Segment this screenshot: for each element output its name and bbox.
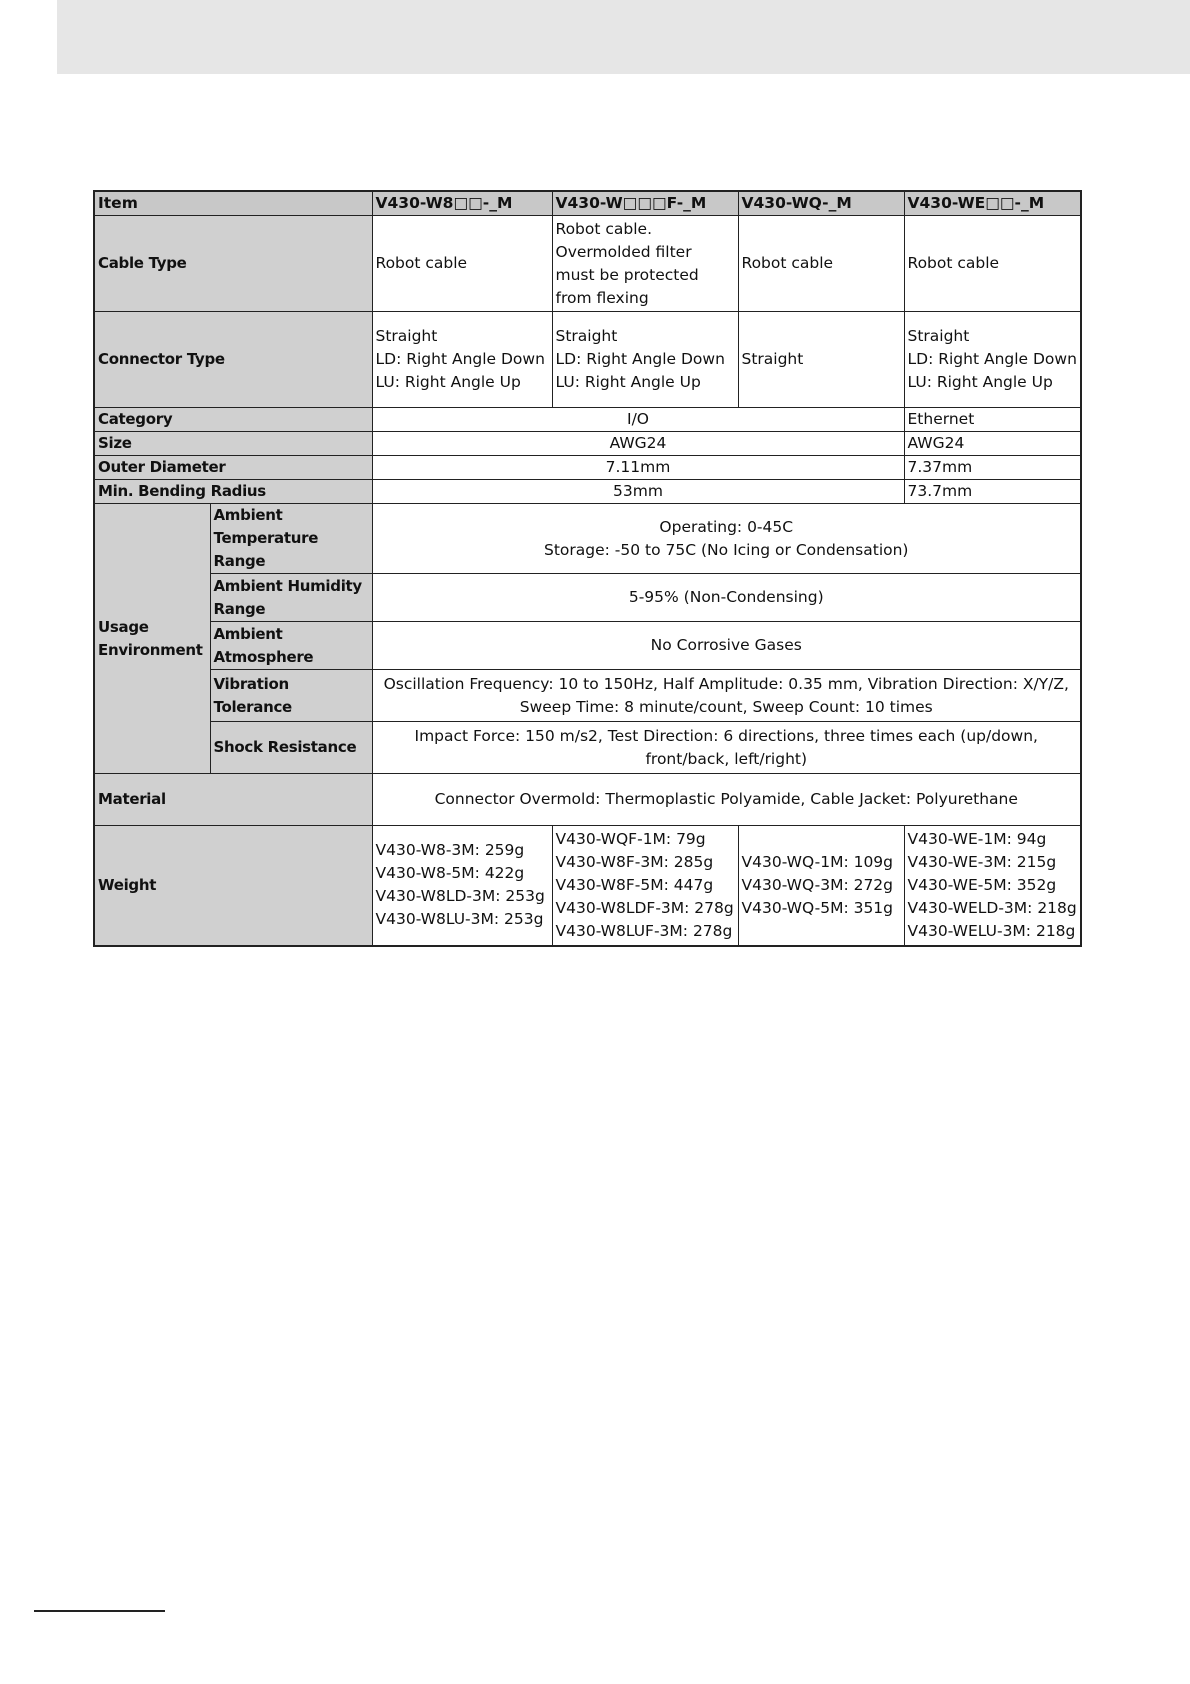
connector-type-we: Straight LD: Right Angle Down LU: Right Angle Up [904, 312, 1081, 408]
outer-diameter-label: Outer Diameter [94, 456, 372, 480]
table-row [94, 722, 1081, 774]
material-label: Material [94, 774, 372, 826]
size-label: Size [94, 432, 372, 456]
cable-spec-table [93, 190, 1082, 947]
vibration-label: Vibration Tolerance [210, 670, 372, 722]
weight-label: Weight [94, 826, 372, 946]
connector-type-w8: Straight LD: Right Angle Down LU: Right Angle Up [372, 312, 552, 408]
atmosphere-value: No Corrosive Gases [372, 622, 1081, 670]
table-row [94, 670, 1081, 722]
outer-diameter-io: 7.11mm [372, 456, 904, 480]
col-header-wf: V430-W□□□F-_M [552, 191, 738, 216]
table-row [94, 456, 1081, 480]
connector-type-wq: Straight [738, 312, 904, 408]
col-header-w8: V430-W8□□-_M [372, 191, 552, 216]
outer-diameter-ethernet: 7.37mm [904, 456, 1081, 480]
material-value: Connector Overmold: Thermoplastic Polyamide, Cable Jacket: Polyurethane [372, 774, 1081, 826]
weight-wf: V430-WQF-1M: 79g V430-W8F-3M: 285g V430-W8F-5M: 447g V430-W8LDF-3M: 278g V430-W8LUF-3M: 278g [552, 826, 738, 946]
cable-type-w8: Robot cable [372, 216, 552, 312]
size-ethernet: AWG24 [904, 432, 1081, 456]
category-io: I/O [372, 408, 904, 432]
connector-type-wf: Straight LD: Right Angle Down LU: Right Angle Up [552, 312, 738, 408]
table-row [94, 480, 1081, 504]
weight-we: V430-WE-1M: 94g V430-WE-3M: 215g V430-WE-5M: 352g V430-WELD-3M: 218g V430-WELU-3M: 218g [904, 826, 1081, 946]
usage-environment-label: Usage Environment [94, 504, 210, 774]
weight-w8: V430-W8-3M: 259g V430-W8-5M: 422g V430-W8LD-3M: 253g V430-W8LU-3M: 253g [372, 826, 552, 946]
shock-value: Impact Force: 150 m/s2, Test Direction: 6 directions, three times each (up/down, front/back, left/right) [372, 722, 1081, 774]
temperature-value: Operating: 0-45C Storage: -50 to 75C (No Icing or Condensation) [372, 504, 1081, 574]
col-header-wq: V430-WQ-_M [738, 191, 904, 216]
category-label: Category [94, 408, 372, 432]
connector-type-label: Connector Type [94, 312, 372, 408]
weight-wq: V430-WQ-1M: 109g V430-WQ-3M: 272g V430-WQ-5M: 351g [738, 826, 904, 946]
footnote-divider [34, 1610, 165, 1612]
table-header-row [94, 191, 1081, 216]
humidity-label: Ambient Humidity Range [210, 574, 372, 622]
col-header-we: V430-WE□□-_M [904, 191, 1081, 216]
size-io: AWG24 [372, 432, 904, 456]
table-row [94, 216, 1081, 312]
cable-type-label: Cable Type [94, 216, 372, 312]
shock-label: Shock Resistance [210, 722, 372, 774]
table-row [94, 622, 1081, 670]
humidity-value: 5-95% (Non-Condensing) [372, 574, 1081, 622]
table-row [94, 774, 1081, 826]
temperature-label: Ambient Temperature Range [210, 504, 372, 574]
table-row [94, 312, 1081, 408]
cable-type-wq: Robot cable [738, 216, 904, 312]
vibration-value: Oscillation Frequency: 10 to 150Hz, Half Amplitude: 0.35 mm, Vibration Direction: X/Y/Z, Sweep Time: 8 minute/count, Sweep Count: 10 times [372, 670, 1081, 722]
table-row [94, 432, 1081, 456]
table-row [94, 826, 1081, 946]
bending-radius-ethernet: 73.7mm [904, 480, 1081, 504]
item-header: Item [94, 191, 372, 216]
atmosphere-label: Ambient Atmosphere [210, 622, 372, 670]
table-row [94, 408, 1081, 432]
bending-radius-io: 53mm [372, 480, 904, 504]
category-ethernet: Ethernet [904, 408, 1081, 432]
bending-radius-label: Min. Bending Radius [94, 480, 372, 504]
table-row [94, 574, 1081, 622]
cable-type-wf: Robot cable. Overmolded filter must be protected from flexing [552, 216, 738, 312]
table-row [94, 504, 1081, 574]
cable-type-we: Robot cable [904, 216, 1081, 312]
header-band [57, 0, 1190, 74]
